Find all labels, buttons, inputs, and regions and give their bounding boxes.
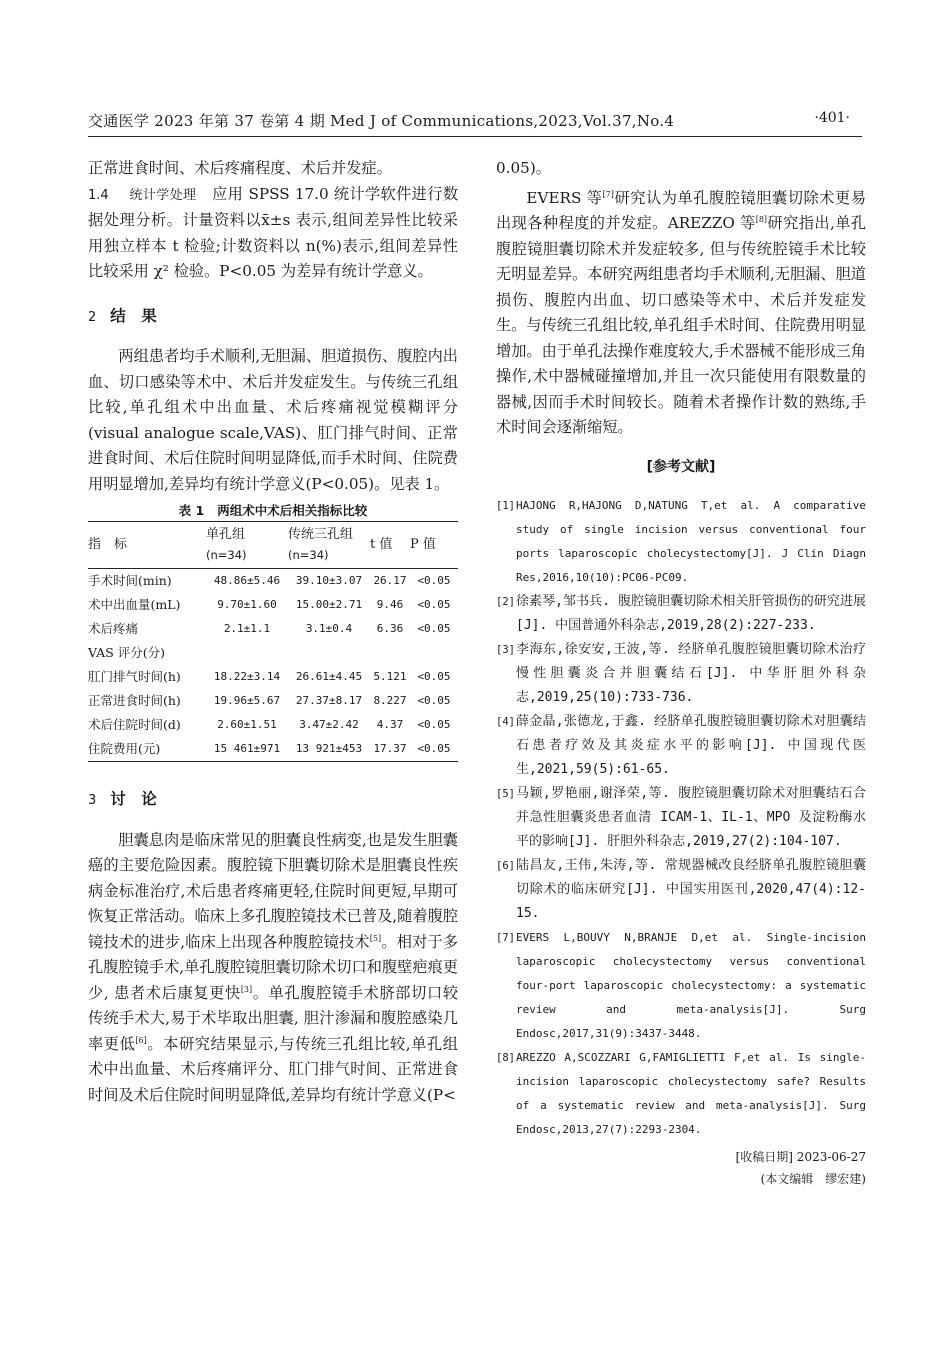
reference-item <box>496 590 866 638</box>
journal-citation: 交通医学 2023 年第 37 卷第 4 期 Med J of Communications,2023,Vol.37,No.4 <box>88 112 675 130</box>
row-name-line2: VAS 评分(分) <box>88 645 165 660</box>
ref-number: [1] <box>496 500 515 512</box>
ref-text: AREZZO A,SCOZZARI G,FAMIGLIETTI F,et al. Is single-incision laparoscopic cholecystectomy safe? Results of a systematic review and meta-analysis[J]. Surg Endosc,2013,27(7):2293-2304. <box>516 1051 866 1136</box>
section-1-4 <box>88 182 458 285</box>
cell-t: 17.37 <box>370 737 410 762</box>
ref-number: [7] <box>496 932 515 944</box>
section-heading-results <box>88 303 458 331</box>
cell-p: <0.05 <box>417 718 451 731</box>
cell-trad: 3.47±2.42 <box>299 718 359 731</box>
ref-text: EVERS L,BOUVY N,BRANJE D,et al. Single-incision laparoscopic cholecystectomy versus conventional four-port laparoscopic cholecystectomy: a systematic review and meta-analysis[J]. Surg Endosc,2017,31(9):3437-3448. <box>516 931 866 1040</box>
paragraph <box>496 186 866 441</box>
header-trad-label: 传统三孔组 <box>288 527 354 542</box>
cell-p: <0.05 <box>410 737 458 762</box>
row-name: 肛门排气时间(h) <box>88 669 181 684</box>
section-heading-discussion <box>88 786 458 814</box>
ref-number: [2] <box>496 596 515 608</box>
cell-t: 4.37 <box>376 718 404 731</box>
header-indicator: 指 标 <box>88 522 206 569</box>
table-caption <box>88 501 458 521</box>
text-span: 。本研究结果显示,与传统三孔组比较,单孔组术中出血量、术后疼痛评分、肛门排气时间、正常进食时间及术后住院时间明显降低,差异均有统计学意义(P< <box>88 1034 458 1104</box>
ref-text: 陆昌友,王伟,朱涛,等. 常规器械改良经脐单孔腹腔镜胆囊切除术的临床研究[J]. 中国实用医刊,2020,47(4):12-15. <box>516 858 866 921</box>
reference-item <box>496 782 866 854</box>
paragraph: 0.05)。 <box>496 159 551 177</box>
table-row <box>88 593 458 617</box>
cell-t: 9.46 <box>376 598 404 611</box>
header-single-n: (n=34) <box>206 548 247 562</box>
text-span: 。单孔腹腔镜手术脐部切口较传统手术大,易于术毕取出胆囊, 胆汁渗漏和腹腔感染几率更低 <box>88 983 459 1053</box>
left-column <box>88 156 458 1108</box>
reference-item <box>496 710 866 782</box>
cell-single: 48.86±5.46 <box>213 574 281 587</box>
cell-t: 6.36 <box>376 622 404 635</box>
table-row <box>88 713 458 737</box>
right-column <box>496 156 866 1190</box>
cell-trad: 27.37±8.17 <box>295 694 363 707</box>
cell-p: <0.05 <box>417 670 451 683</box>
section-number: 1.4 <box>88 187 109 203</box>
cell-single: 15 461±971 <box>206 737 288 762</box>
table-row <box>88 737 458 762</box>
row-name: 术后住院时间(d) <box>88 717 181 732</box>
cell-single: 2.60±1.51 <box>217 718 277 731</box>
citation-ref: [8] <box>755 214 768 224</box>
reference-item <box>496 1046 866 1142</box>
ref-text: 徐素琴,邹书兵. 腹腔镜胆囊切除术相关肝管损伤的研究进展[J]. 中国普通外科杂志,2019,28(2):227-233. <box>516 594 866 633</box>
page-number: ·401· <box>814 110 850 126</box>
reference-list <box>496 494 866 1142</box>
cell-p: <0.05 <box>417 574 451 587</box>
paragraph: 两组患者均手术顺利,无胆漏、胆道损伤、腹腔内出血、切口感染等术中、术后并发症发生。与传统三孔组比较,单孔组术中出血量、术后疼痛视觉模糊评分(visual analogue scale,VAS)、肛门排气时间、正常进食时间、术后住院时间明显降低,而手术时间、住院费用明显增加,差异均有统计学意义(P<0.05)。见表 1。 <box>88 347 458 493</box>
section-number: 3 <box>88 793 97 808</box>
table-row <box>88 569 458 594</box>
cell-t: 5.121 <box>373 670 407 683</box>
ref-number: [4] <box>496 716 515 728</box>
citation-ref: [7] <box>602 189 614 199</box>
row-name: 住院费用(元) <box>88 737 206 762</box>
text-span: 研究认为单孔腹腔镜胆囊切除术更易出现各种程度的并发症。AREZZO 等 <box>496 188 866 232</box>
header-trad-n: (n=34) <box>288 548 329 562</box>
cell-p: <0.05 <box>417 694 451 707</box>
table-row <box>88 689 458 713</box>
reference-item <box>496 638 866 710</box>
paragraph <box>88 828 458 1109</box>
ref-text: 马颖,罗艳丽,谢泽荣,等. 腹腔镜胆囊切除术对胆囊结石合并急性胆囊炎患者血清 ICAM-1、IL-1、MPO 及淀粉酶水平的影响[J]. 肝胆外科杂志,2019,27(2):104-107. <box>516 786 866 849</box>
ref-text: HAJONG R,HAJONG D,NATUNG T,et al. A comparative study of single incision versus conventional four ports laparoscopic cholecystectomy[J]. J Clin Diagn Res,2016,10(10):PC06-PC09. <box>516 499 866 584</box>
cell-single: 9.70±1.60 <box>217 598 277 611</box>
cell-single: 18.22±3.14 <box>213 670 281 683</box>
cell-t: 8.227 <box>373 694 407 707</box>
citation-ref: [6] <box>135 1035 147 1045</box>
ref-text: 李海东,徐安安,王波,等. 经脐单孔腹腔镜胆囊切除术治疗慢性胆囊炎合并胆囊结石[J]. 中华肝胆外科杂志,2019,25(10):733-736. <box>516 642 866 705</box>
section-title: 统计学处理 <box>129 187 197 203</box>
table-row <box>88 665 458 689</box>
ref-number: [6] <box>496 860 515 872</box>
editor-note: (本文编辑 缪宏建) <box>760 1172 866 1186</box>
cell-trad: 26.61±4.45 <box>295 670 363 683</box>
cell-single: 2.1±1.1 <box>223 622 271 635</box>
text-span: 研究指出,单孔腹腔镜胆囊切除术并发症较多, 但与传统腔镜手术比较无明显差异。本研究两组患者均手术顺利,无胆漏、胆道损伤、腹腔内出血、切口感染等术中、术后并发症发生。与传统三孔组比较,单孔组手术时间、住院费用明显增加。由于单孔法操作难度较大,手术器械不能形成三角操作,术中器械碰撞增加,并且一次只能使用有限数量的器械,因而手术时间较长。随着术者操作计数的熟练,手术时间会逐渐缩短。 <box>496 214 867 436</box>
row-name: 术中出血量(mL) <box>88 597 181 612</box>
text-span: EVERS 等 <box>526 188 603 207</box>
reference-item <box>496 854 866 926</box>
results-table <box>88 521 458 762</box>
header-p: P 值 <box>410 522 458 569</box>
ref-number: [3] <box>496 644 515 656</box>
cell-t: 26.17 <box>373 574 407 587</box>
citation-ref: [5] <box>369 933 382 943</box>
running-header <box>88 110 862 137</box>
table-title: 两组术中术后相关指标比较 <box>217 503 368 518</box>
text-span: 。相对于多孔腹腔镜手术,单孔腹腔镜胆囊切除术切口和腹壁疤痕更少, 患者术后康复更快 <box>88 932 459 1002</box>
reference-item <box>496 494 866 590</box>
row-name <box>88 617 206 665</box>
ref-text: 薛金晶,张德龙,于鑫. 经脐单孔腹腔镜胆囊切除术对胆囊结石患者疗效及其炎症水平的影响[J]. 中国现代医生,2021,59(5):61-65. <box>516 714 866 777</box>
paragraph: 正常进食时间、术后疼痛程度、术后并发症。 <box>88 159 392 177</box>
reference-item <box>496 926 866 1046</box>
cell-p: <0.05 <box>417 598 451 611</box>
cell-trad: 13 921±453 <box>288 737 370 762</box>
text-span: 胆囊息肉是临床常见的胆囊良性病变,也是发生胆囊癌的主要危险因素。腹腔镜下胆囊切除术是胆囊良性疾病金标准治疗,术后患者疼痛更轻,住院时间更短,早期可恢复正常活动。临床上多孔腹腔镜技术已普及,随着腹腔镜技术的进步,临床上出现各种腹腔镜技术 <box>88 830 458 951</box>
row-name: 正常进食时间(h) <box>88 693 181 708</box>
section-title: 讨 论 <box>110 789 157 808</box>
section-number: 2 <box>88 309 97 325</box>
ref-number: [5] <box>496 788 515 800</box>
table-row <box>88 617 458 665</box>
citation-ref: [3] <box>240 984 253 994</box>
header-single-label: 单孔组 <box>206 527 246 542</box>
header-t: t 值 <box>370 522 410 569</box>
section-title: 结 果 <box>110 305 157 325</box>
row-name: 手术时间(min) <box>88 573 172 588</box>
table-label: 表 1 <box>178 503 205 518</box>
received-date: [收稿日期] 2023-06-27 <box>735 1150 866 1164</box>
references-title: [参考文献] <box>646 458 716 475</box>
row-name-line1: 术后疼痛 <box>88 621 139 636</box>
cell-trad: 3.1±0.4 <box>305 622 353 635</box>
section-text: 应用 SPSS 17.0 统计学软件进行数据处理分析。计量资料以x̄±s 表示,组间差异性比较采用独立样本 t 检验;计数资料以 n(%)表示,组间差异性比较采用 χ² 检验。P<0.05 为差异有统计学意义。 <box>88 184 459 280</box>
cell-p: <0.05 <box>417 622 451 635</box>
cell-single: 19.96±5.67 <box>213 694 281 707</box>
ref-number: [8] <box>496 1052 515 1064</box>
header-trad <box>288 522 370 569</box>
cell-trad: 39.10±3.07 <box>295 574 363 587</box>
cell-trad: 15.00±2.71 <box>295 598 363 611</box>
header-single <box>206 522 288 569</box>
